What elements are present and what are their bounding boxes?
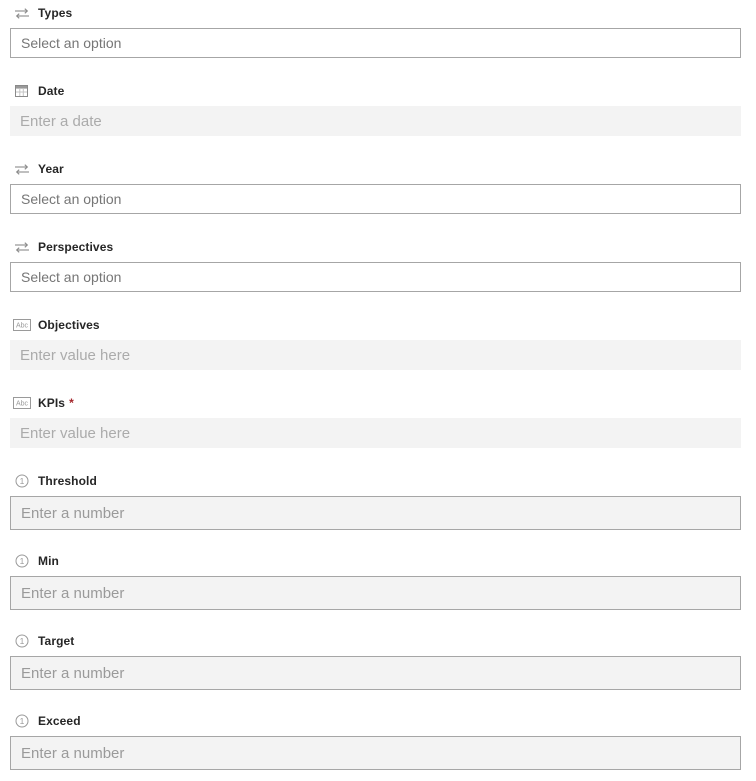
- number-icon: [12, 554, 32, 568]
- field-date: [10, 84, 741, 136]
- field-label-row: [12, 396, 741, 410]
- field-label-row: [12, 554, 741, 568]
- min-label: Min: [38, 554, 59, 568]
- field-label-row: [12, 714, 741, 728]
- svg-text:Abc: Abc: [15, 322, 29, 330]
- objectives-label: Objectives: [38, 318, 100, 332]
- kpis-input[interactable]: [10, 418, 741, 448]
- field-threshold: [10, 474, 741, 530]
- svg-text:Abc: Abc: [15, 400, 29, 408]
- types-label: Types: [38, 6, 73, 20]
- field-label-row: [12, 634, 741, 648]
- field-label-row: [12, 6, 741, 20]
- exceed-input[interactable]: [10, 736, 741, 770]
- field-label-row: [12, 318, 741, 332]
- field-year: [10, 162, 741, 214]
- date-input[interactable]: [10, 106, 741, 136]
- swap-icon: [12, 242, 32, 253]
- field-label-row: [12, 84, 741, 98]
- year-label: Year: [38, 162, 64, 176]
- date-label: Date: [38, 84, 65, 98]
- field-label-row: [12, 162, 741, 176]
- perspectives-label: Perspectives: [38, 240, 114, 254]
- threshold-label: Threshold: [38, 474, 97, 488]
- swap-icon: [12, 8, 32, 19]
- kpis-label: KPIs: [38, 396, 66, 410]
- perspectives-input[interactable]: [10, 262, 741, 292]
- field-label-row: [12, 474, 741, 488]
- swap-icon: [12, 164, 32, 175]
- svg-text:1: 1: [19, 716, 25, 726]
- min-input[interactable]: [10, 576, 741, 610]
- field-objectives: [10, 318, 741, 370]
- calendar-icon: [12, 84, 32, 98]
- field-perspectives: [10, 240, 741, 292]
- field-exceed: [10, 714, 741, 770]
- number-icon: [12, 474, 32, 488]
- exceed-label: Exceed: [38, 714, 81, 728]
- threshold-input[interactable]: [10, 496, 741, 530]
- text-icon: [12, 397, 32, 409]
- target-label: Target: [38, 634, 75, 648]
- field-target: [10, 634, 741, 690]
- svg-text:1: 1: [19, 636, 25, 646]
- number-icon: [12, 634, 32, 648]
- year-input[interactable]: [10, 184, 741, 214]
- types-input[interactable]: [10, 28, 741, 58]
- svg-text:1: 1: [19, 476, 25, 486]
- number-icon: [12, 714, 32, 728]
- text-icon: [12, 319, 32, 331]
- objectives-input[interactable]: [10, 340, 741, 370]
- field-types: [10, 6, 741, 58]
- field-min: [10, 554, 741, 610]
- kpis-required-marker: *: [69, 396, 74, 410]
- field-kpis: [10, 396, 741, 448]
- svg-text:1: 1: [19, 556, 25, 566]
- target-input[interactable]: [10, 656, 741, 690]
- field-label-row: [12, 240, 741, 254]
